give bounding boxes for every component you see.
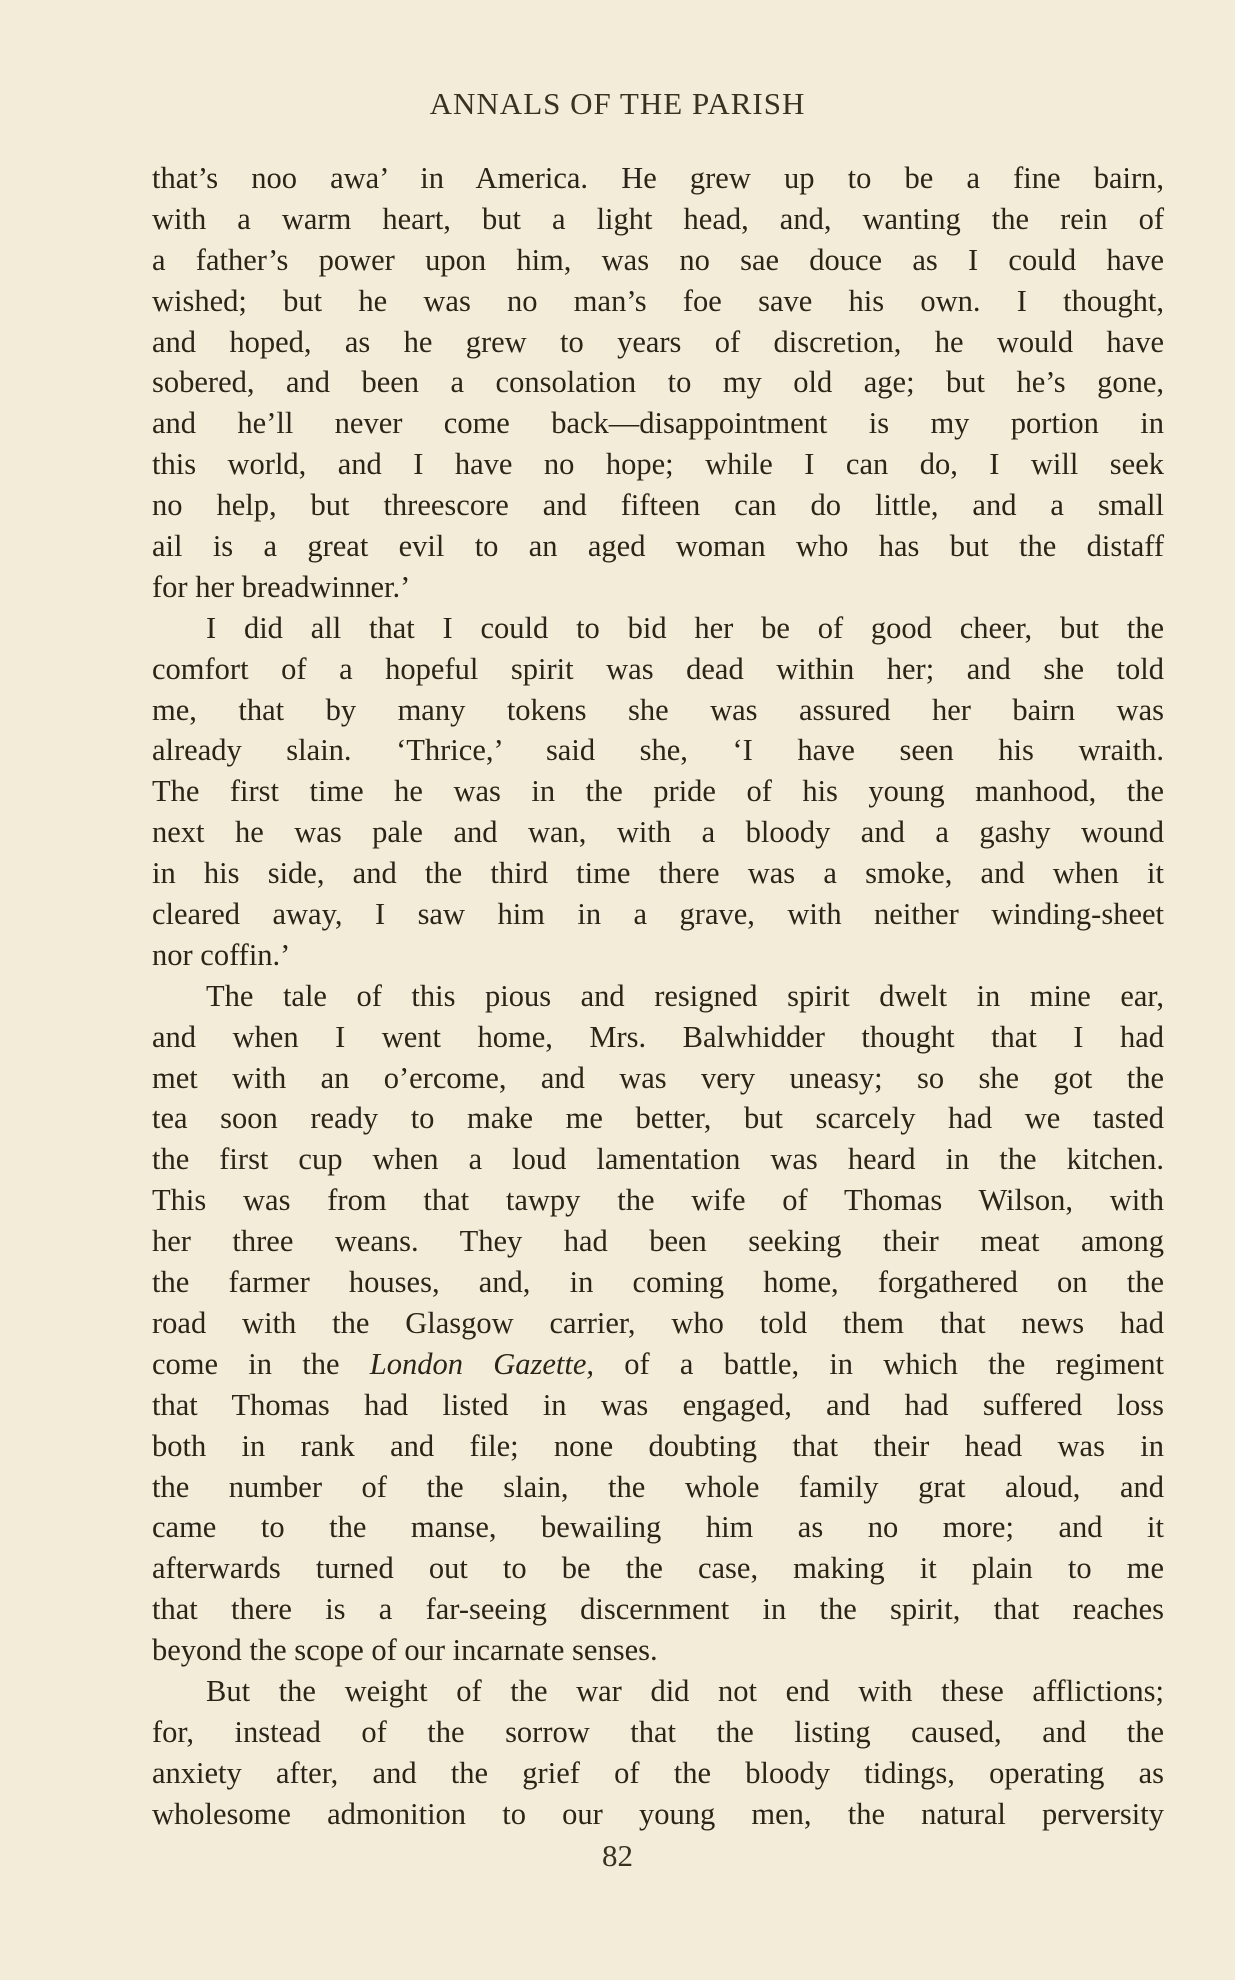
text-line: for, instead of the sorrow that the listing caused, and the xyxy=(152,1714,1164,1749)
text-line: wholesome admonition to our young men, the natural perversity xyxy=(152,1796,1164,1831)
text-line: that there is a far-seeing discernment in the spirit, that reaches xyxy=(152,1592,1164,1627)
text-line: the farmer houses, and, in coming home, forgathered on the xyxy=(152,1265,1164,1300)
text-line: came to the manse, bewailing him as no more; and it xyxy=(152,1510,1164,1545)
text-line: with a warm heart, but a light head, and, wanting the rein of xyxy=(152,201,1164,236)
text-line: cleared away, I saw him in a grave, with neither winding-sheet xyxy=(152,897,1164,932)
italic-title: London Gazette, xyxy=(369,1346,595,1381)
text-line: that Thomas had listed in was engaged, and had suffered loss xyxy=(152,1387,1164,1422)
text-line: comfort of a hopeful spirit was dead within her; and she told xyxy=(152,651,1164,686)
text-line-with-italic xyxy=(152,1344,1164,1385)
text-line: a father’s power upon him, was no sae douce as I could have xyxy=(152,242,1164,277)
text-line: and when I went home, Mrs. Balwhidder thought that I had xyxy=(152,1019,1164,1054)
paragraph-start-line: The tale of this pious and resigned spirit dwelt in mine ear, xyxy=(206,978,1164,1013)
text-line: that’s noo awa’ in America. He grew up to be a fine bairn, xyxy=(152,161,1164,195)
text-line: in his side, and the third time there was a smoke, and when it xyxy=(152,856,1164,891)
text-line: the first cup when a loud lamentation was heard in the kitchen. xyxy=(152,1142,1164,1177)
text-line: and he’ll never come back—disappointment is my portion in xyxy=(152,406,1164,441)
paragraph-start-line: I did all that I could to bid her be of good cheer, but the xyxy=(206,610,1164,645)
text-segment: come in the xyxy=(152,1346,340,1381)
page-number: 82 xyxy=(602,1838,633,1873)
text-line: nor coffin.’ xyxy=(152,937,291,972)
text-line: The first time he was in the pride of his young manhood, the xyxy=(152,774,1164,809)
text-line: sobered, and been a consolation to my old age; but he’s gone, xyxy=(152,365,1164,400)
text-segment: of a battle, in which the regiment xyxy=(624,1346,1164,1381)
text-line: tea soon ready to make me better, but scarcely had we tasted xyxy=(152,1101,1164,1136)
text-line: ail is a great evil to an aged woman who has but the distaff xyxy=(152,529,1164,564)
text-line: this world, and I have no hope; while I can do, I will seek xyxy=(152,447,1164,482)
text-line: already slain. ‘Thrice,’ said she, ‘I have seen his wraith. xyxy=(152,733,1164,768)
text-line: beyond the scope of our incarnate senses. xyxy=(152,1633,658,1668)
text-line: me, that by many tokens she was assured her bairn was xyxy=(152,692,1164,727)
paragraph-start-line: But the weight of the war did not end with these afflictions; xyxy=(206,1673,1164,1708)
text-line: anxiety after, and the grief of the bloody tidings, operating as xyxy=(152,1755,1164,1790)
text-line: met with an o’ercome, and was very uneasy; so she got the xyxy=(152,1060,1164,1095)
text-line: her three weans. They had been seeking their meat among xyxy=(152,1224,1164,1259)
text-line: road with the Glasgow carrier, who told them that news had xyxy=(152,1305,1164,1340)
text-line: afterwards turned out to be the case, making it plain to me xyxy=(152,1551,1164,1586)
text-line: for her breadwinner.’ xyxy=(152,569,411,604)
text-line: both in rank and file; none doubting that their head was in xyxy=(152,1428,1164,1463)
body-text xyxy=(152,158,1164,1835)
text-line: and hoped, as he grew to years of discretion, he would have xyxy=(152,324,1164,359)
text-line: the number of the slain, the whole family grat aloud, and xyxy=(152,1469,1164,1504)
running-head: ANNALS OF THE PARISH xyxy=(429,86,806,121)
text-line: This was from that tawpy the wife of Thomas Wilson, with xyxy=(152,1183,1164,1218)
text-line: wished; but he was no man’s foe save his own. I thought, xyxy=(152,283,1164,318)
text-line: next he was pale and wan, with a bloody and a gashy wound xyxy=(152,815,1164,850)
text-line: no help, but threescore and fifteen can do little, and a small xyxy=(152,488,1164,523)
